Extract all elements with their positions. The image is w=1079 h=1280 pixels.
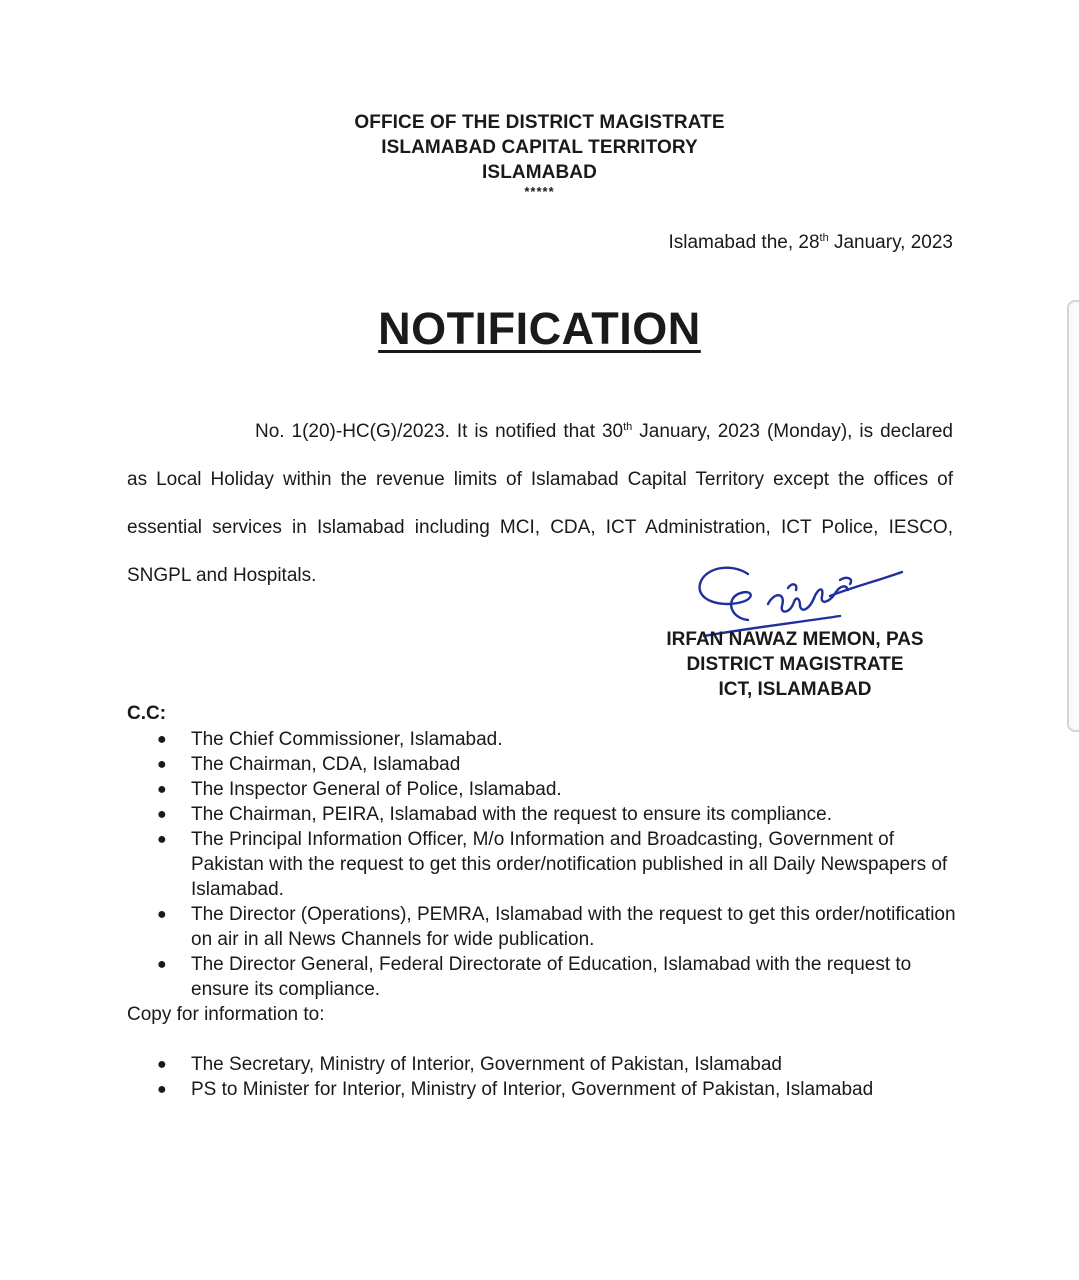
cc-list	[127, 727, 957, 1002]
list-item	[127, 827, 957, 902]
bullet-icon: ●	[157, 781, 167, 798]
bullet-icon: ●	[157, 1056, 167, 1073]
cc-label: C.C:	[127, 703, 167, 724]
bullet-icon: ●	[157, 831, 167, 848]
date-suffix: January, 2023	[828, 232, 953, 253]
list-item	[127, 727, 957, 752]
signer-designation: DISTRICT MAGISTRATE	[686, 654, 904, 675]
list-item-text: The Inspector General of Police, Islamabad.	[191, 779, 562, 800]
signer-office: ICT, ISLAMABAD	[718, 679, 872, 700]
list-item	[127, 802, 957, 827]
signature-image	[690, 558, 910, 638]
list-item-text: The Secretary, Ministry of Interior, Government of Pakistan, Islamabad	[191, 1054, 783, 1075]
list-item-text: The Director General, Federal Directorate of Education, Islamabad with the request to ensure its compliance.	[191, 954, 912, 1000]
copy-list	[127, 1052, 957, 1102]
list-item	[127, 777, 957, 802]
list-item-text: PS to Minister for Interior, Ministry of Interior, Government of Pakistan, Islamabad	[191, 1079, 874, 1100]
notification-date	[668, 231, 953, 255]
header-line-1: OFFICE OF THE DISTRICT MAGISTRATE	[354, 112, 725, 133]
list-item-text: The Chairman, CDA, Islamabad	[191, 754, 461, 775]
body-ordinal: th	[623, 421, 633, 433]
signer-name: IRFAN NAWAZ MEMON, PAS	[666, 629, 924, 650]
header-line-3: ISLAMABAD	[482, 162, 597, 183]
page-title-wrap	[0, 300, 1079, 358]
list-item	[127, 1052, 957, 1077]
office-header	[0, 110, 1079, 199]
scroll-edge-tab[interactable]	[1067, 300, 1079, 732]
header-line-2: ISLAMABAD CAPITAL TERRITORY	[381, 137, 698, 158]
copy-label: Copy for information to:	[127, 1004, 325, 1025]
bullet-icon: ●	[157, 806, 167, 823]
list-item	[127, 1077, 957, 1102]
list-item-text: The Director (Operations), PEMRA, Islamabad with the request to get this order/notification on air in all News Channels for wide publication.	[191, 904, 956, 950]
list-item	[127, 902, 957, 952]
date-prefix: Islamabad the, 28	[668, 232, 820, 253]
bullet-icon: ●	[157, 731, 167, 748]
list-item-text: The Principal Information Officer, M/o Information and Broadcasting, Government of Pakistan with the request to get this order/notification published in all Daily Newspapers of Islamabad.	[191, 829, 948, 900]
bullet-icon: ●	[157, 756, 167, 773]
signer-block	[655, 627, 935, 702]
header-stars: *****	[524, 184, 555, 199]
body-part-1: No. 1(20)-HC(G)/2023. It is notified that 30	[255, 421, 624, 442]
list-item	[127, 952, 957, 1002]
bullet-icon: ●	[157, 1081, 167, 1098]
list-item-text: The Chief Commissioner, Islamabad.	[191, 729, 503, 750]
bullet-icon: ●	[157, 906, 167, 923]
body-part-2: January, 2023 (Monday), is declared as Local Holiday within the revenue limits of Islamabad Capital Territory except the offices of essential services in Islamabad including MCI, CDA, ICT Administration, ICT Police, IESCO, SNGPL and Hospitals.	[127, 421, 953, 586]
date-ordinal: th	[819, 232, 829, 244]
bullet-icon: ●	[157, 956, 167, 973]
page-title: NOTIFICATION	[378, 303, 701, 354]
list-item-text: The Chairman, PEIRA, Islamabad with the request to ensure its compliance.	[191, 804, 833, 825]
list-item	[127, 752, 957, 777]
